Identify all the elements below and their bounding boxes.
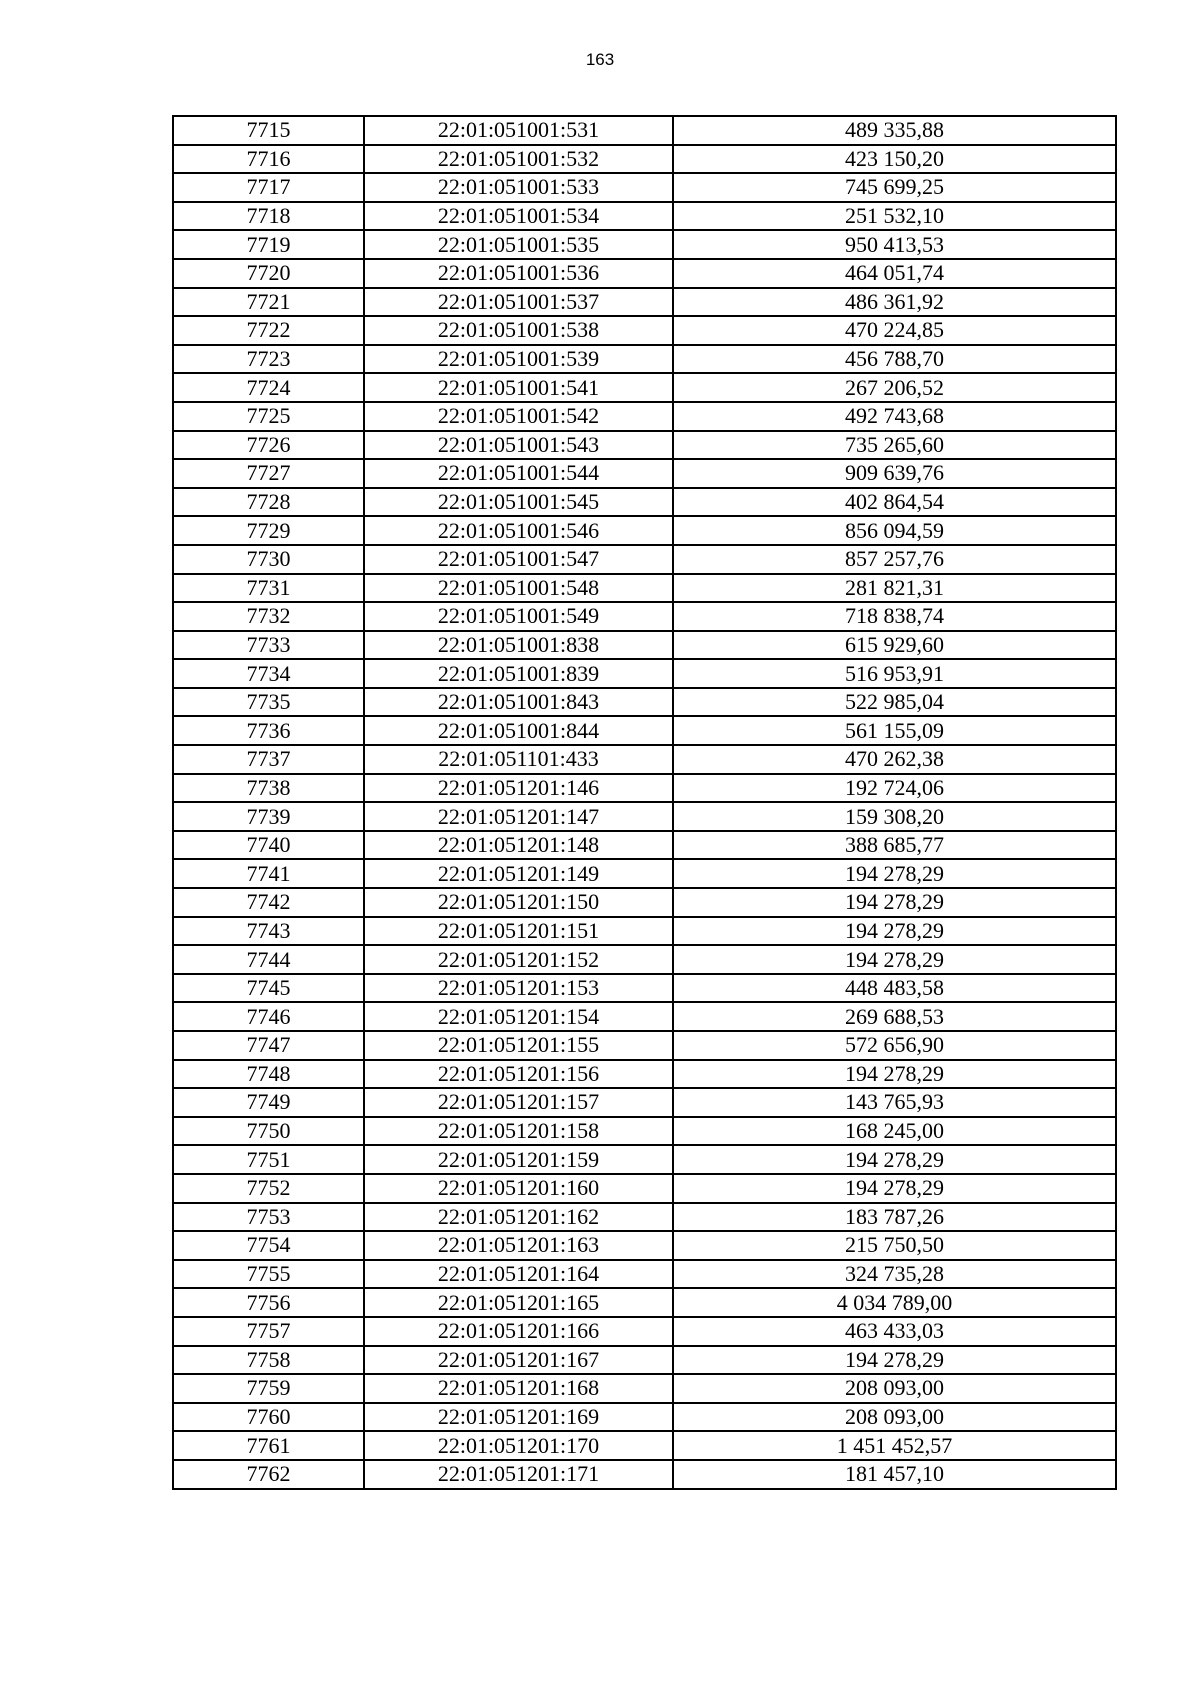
cadastral-number-cell: 22:01:051201:155	[364, 1031, 673, 1060]
cadastral-number-cell: 22:01:051201:163	[364, 1231, 673, 1260]
cadastral-number-cell: 22:01:051001:535	[364, 230, 673, 259]
row-number-cell: 7755	[173, 1260, 364, 1289]
cadastral-value-table	[172, 115, 1117, 1490]
row-number-cell: 7726	[173, 431, 364, 460]
cadastral-number-cell: 22:01:051001:539	[364, 345, 673, 374]
row-number-cell: 7743	[173, 917, 364, 946]
cadastral-value-cell: 909 639,76	[673, 459, 1116, 488]
cadastral-number-cell: 22:01:051201:156	[364, 1060, 673, 1089]
cadastral-number-cell: 22:01:051201:160	[364, 1174, 673, 1203]
cadastral-value-cell: 194 278,29	[673, 859, 1116, 888]
row-number-cell: 7720	[173, 259, 364, 288]
table-row	[173, 202, 1116, 231]
cadastral-number-cell: 22:01:051001:537	[364, 288, 673, 317]
row-number-cell: 7732	[173, 602, 364, 631]
row-number-cell: 7754	[173, 1231, 364, 1260]
table-row	[173, 373, 1116, 402]
row-number-cell: 7756	[173, 1288, 364, 1317]
cadastral-value-cell: 423 150,20	[673, 145, 1116, 174]
row-number-cell: 7757	[173, 1317, 364, 1346]
row-number-cell: 7740	[173, 831, 364, 860]
cadastral-number-cell: 22:01:051001:549	[364, 602, 673, 631]
table-row	[173, 917, 1116, 946]
table-row	[173, 974, 1116, 1003]
table-row	[173, 1317, 1116, 1346]
row-number-cell: 7719	[173, 230, 364, 259]
row-number-cell: 7741	[173, 859, 364, 888]
cadastral-number-cell: 22:01:051201:170	[364, 1431, 673, 1460]
table-row	[173, 802, 1116, 831]
cadastral-number-cell: 22:01:051001:547	[364, 545, 673, 574]
cadastral-number-cell: 22:01:051201:162	[364, 1203, 673, 1232]
cadastral-value-cell: 492 743,68	[673, 402, 1116, 431]
row-number-cell: 7750	[173, 1117, 364, 1146]
cadastral-value-cell: 856 094,59	[673, 516, 1116, 545]
cadastral-number-cell: 22:01:051201:171	[364, 1460, 673, 1489]
table-row	[173, 1145, 1116, 1174]
table-row	[173, 688, 1116, 717]
row-number-cell: 7718	[173, 202, 364, 231]
cadastral-value-cell: 269 688,53	[673, 1002, 1116, 1031]
row-number-cell: 7733	[173, 631, 364, 660]
cadastral-number-cell: 22:01:051001:543	[364, 431, 673, 460]
row-number-cell: 7717	[173, 173, 364, 202]
cadastral-number-cell: 22:01:051001:533	[364, 173, 673, 202]
cadastral-value-cell: 470 262,38	[673, 745, 1116, 774]
table-row	[173, 516, 1116, 545]
table-row	[173, 1431, 1116, 1460]
cadastral-number-cell: 22:01:051201:147	[364, 802, 673, 831]
cadastral-number-cell: 22:01:051001:839	[364, 659, 673, 688]
cadastral-value-cell: 194 278,29	[673, 945, 1116, 974]
cadastral-value-cell: 516 953,91	[673, 659, 1116, 688]
row-number-cell: 7758	[173, 1346, 364, 1375]
table-row	[173, 459, 1116, 488]
table-row	[173, 574, 1116, 603]
cadastral-number-cell: 22:01:051001:545	[364, 488, 673, 517]
row-number-cell: 7722	[173, 316, 364, 345]
table-row	[173, 1260, 1116, 1289]
row-number-cell: 7742	[173, 888, 364, 917]
cadastral-value-cell: 745 699,25	[673, 173, 1116, 202]
cadastral-value-cell: 463 433,03	[673, 1317, 1116, 1346]
cadastral-value-cell: 208 093,00	[673, 1403, 1116, 1432]
cadastral-value-cell: 208 093,00	[673, 1374, 1116, 1403]
cadastral-value-cell: 561 155,09	[673, 716, 1116, 745]
cadastral-value-cell: 572 656,90	[673, 1031, 1116, 1060]
cadastral-value-cell: 456 788,70	[673, 345, 1116, 374]
cadastral-number-cell: 22:01:051001:838	[364, 631, 673, 660]
cadastral-value-cell: 388 685,77	[673, 831, 1116, 860]
cadastral-number-cell: 22:01:051201:146	[364, 774, 673, 803]
row-number-cell: 7724	[173, 373, 364, 402]
row-number-cell: 7725	[173, 402, 364, 431]
cadastral-value-cell: 194 278,29	[673, 1174, 1116, 1203]
cadastral-value-cell: 522 985,04	[673, 688, 1116, 717]
row-number-cell: 7730	[173, 545, 364, 574]
table-row	[173, 1288, 1116, 1317]
row-number-cell: 7721	[173, 288, 364, 317]
row-number-cell: 7738	[173, 774, 364, 803]
cadastral-number-cell: 22:01:051001:536	[364, 259, 673, 288]
row-number-cell: 7729	[173, 516, 364, 545]
table-row	[173, 402, 1116, 431]
row-number-cell: 7748	[173, 1060, 364, 1089]
table-body	[173, 116, 1116, 1489]
cadastral-number-cell: 22:01:051201:153	[364, 974, 673, 1003]
cadastral-number-cell: 22:01:051101:433	[364, 745, 673, 774]
table-row	[173, 230, 1116, 259]
cadastral-number-cell: 22:01:051201:167	[364, 1346, 673, 1375]
row-number-cell: 7731	[173, 574, 364, 603]
cadastral-value-cell: 194 278,29	[673, 917, 1116, 946]
table-row	[173, 831, 1116, 860]
table-row	[173, 659, 1116, 688]
row-number-cell: 7746	[173, 1002, 364, 1031]
table-row	[173, 545, 1116, 574]
row-number-cell: 7761	[173, 1431, 364, 1460]
table-row	[173, 774, 1116, 803]
cadastral-value-cell: 159 308,20	[673, 802, 1116, 831]
cadastral-value-cell: 194 278,29	[673, 1346, 1116, 1375]
cadastral-value-cell: 4 034 789,00	[673, 1288, 1116, 1317]
cadastral-value-cell: 486 361,92	[673, 288, 1116, 317]
row-number-cell: 7737	[173, 745, 364, 774]
table-row	[173, 1031, 1116, 1060]
cadastral-number-cell: 22:01:051201:165	[364, 1288, 673, 1317]
cadastral-value-cell: 251 532,10	[673, 202, 1116, 231]
cadastral-value-cell: 192 724,06	[673, 774, 1116, 803]
table-row	[173, 1403, 1116, 1432]
cadastral-number-cell: 22:01:051201:152	[364, 945, 673, 974]
row-number-cell: 7736	[173, 716, 364, 745]
cadastral-number-cell: 22:01:051001:534	[364, 202, 673, 231]
cadastral-number-cell: 22:01:051201:150	[364, 888, 673, 917]
cadastral-number-cell: 22:01:051201:159	[364, 1145, 673, 1174]
page-number: 163	[585, 50, 615, 69]
row-number-cell: 7728	[173, 488, 364, 517]
cadastral-value-cell: 181 457,10	[673, 1460, 1116, 1489]
table-row	[173, 945, 1116, 974]
cadastral-number-cell: 22:01:051001:541	[364, 373, 673, 402]
table-row	[173, 1060, 1116, 1089]
table-row	[173, 1231, 1116, 1260]
table-row	[173, 859, 1116, 888]
table-row	[173, 345, 1116, 374]
cadastral-number-cell: 22:01:051001:844	[364, 716, 673, 745]
table-row	[173, 116, 1116, 145]
row-number-cell: 7760	[173, 1403, 364, 1432]
table-row	[173, 316, 1116, 345]
cadastral-number-cell: 22:01:051001:548	[364, 574, 673, 603]
cadastral-value-cell: 464 051,74	[673, 259, 1116, 288]
row-number-cell: 7762	[173, 1460, 364, 1489]
table-row	[173, 431, 1116, 460]
cadastral-value-cell: 448 483,58	[673, 974, 1116, 1003]
cadastral-value-cell: 143 765,93	[673, 1088, 1116, 1117]
table-row	[173, 488, 1116, 517]
table-row	[173, 1117, 1116, 1146]
table-row	[173, 1088, 1116, 1117]
table-row	[173, 602, 1116, 631]
cadastral-number-cell: 22:01:051201:164	[364, 1260, 673, 1289]
row-number-cell: 7753	[173, 1203, 364, 1232]
table-row	[173, 173, 1116, 202]
cadastral-value-cell: 615 929,60	[673, 631, 1116, 660]
cadastral-number-cell: 22:01:051201:157	[364, 1088, 673, 1117]
row-number-cell: 7715	[173, 116, 364, 145]
table-row	[173, 716, 1116, 745]
cadastral-number-cell: 22:01:051201:166	[364, 1317, 673, 1346]
table-row	[173, 1346, 1116, 1375]
row-number-cell: 7716	[173, 145, 364, 174]
cadastral-number-cell: 22:01:051201:158	[364, 1117, 673, 1146]
row-number-cell: 7734	[173, 659, 364, 688]
cadastral-value-cell: 857 257,76	[673, 545, 1116, 574]
cadastral-value-cell: 718 838,74	[673, 602, 1116, 631]
row-number-cell: 7745	[173, 974, 364, 1003]
table-row	[173, 631, 1116, 660]
table-row	[173, 745, 1116, 774]
table-row	[173, 1203, 1116, 1232]
cadastral-number-cell: 22:01:051201:168	[364, 1374, 673, 1403]
cadastral-value-cell: 470 224,85	[673, 316, 1116, 345]
row-number-cell: 7749	[173, 1088, 364, 1117]
cadastral-value-cell: 194 278,29	[673, 1145, 1116, 1174]
cadastral-number-cell: 22:01:051201:154	[364, 1002, 673, 1031]
cadastral-number-cell: 22:01:051001:546	[364, 516, 673, 545]
cadastral-value-cell: 194 278,29	[673, 888, 1116, 917]
table-row	[173, 288, 1116, 317]
cadastral-value-cell: 267 206,52	[673, 373, 1116, 402]
cadastral-value-cell: 402 864,54	[673, 488, 1116, 517]
row-number-cell: 7727	[173, 459, 364, 488]
cadastral-number-cell: 22:01:051001:544	[364, 459, 673, 488]
table-row	[173, 1002, 1116, 1031]
cadastral-value-cell: 1 451 452,57	[673, 1431, 1116, 1460]
cadastral-value-cell: 281 821,31	[673, 574, 1116, 603]
cadastral-number-cell: 22:01:051001:538	[364, 316, 673, 345]
table-row	[173, 888, 1116, 917]
cadastral-number-cell: 22:01:051001:542	[364, 402, 673, 431]
row-number-cell: 7735	[173, 688, 364, 717]
cadastral-value-cell: 735 265,60	[673, 431, 1116, 460]
row-number-cell: 7759	[173, 1374, 364, 1403]
cadastral-value-cell: 168 245,00	[673, 1117, 1116, 1146]
table-row	[173, 1374, 1116, 1403]
cadastral-number-cell: 22:01:051201:149	[364, 859, 673, 888]
row-number-cell: 7739	[173, 802, 364, 831]
cadastral-number-cell: 22:01:051201:148	[364, 831, 673, 860]
cadastral-number-cell: 22:01:051201:169	[364, 1403, 673, 1432]
cadastral-value-cell: 183 787,26	[673, 1203, 1116, 1232]
row-number-cell: 7744	[173, 945, 364, 974]
row-number-cell: 7751	[173, 1145, 364, 1174]
cadastral-number-cell: 22:01:051001:843	[364, 688, 673, 717]
cadastral-value-cell: 215 750,50	[673, 1231, 1116, 1260]
row-number-cell: 7752	[173, 1174, 364, 1203]
table-row	[173, 145, 1116, 174]
cadastral-value-cell: 489 335,88	[673, 116, 1116, 145]
cadastral-value-cell: 324 735,28	[673, 1260, 1116, 1289]
row-number-cell: 7747	[173, 1031, 364, 1060]
cadastral-number-cell: 22:01:051001:531	[364, 116, 673, 145]
cadastral-value-cell: 194 278,29	[673, 1060, 1116, 1089]
table-row	[173, 1460, 1116, 1489]
table-row	[173, 259, 1116, 288]
cadastral-number-cell: 22:01:051201:151	[364, 917, 673, 946]
cadastral-value-cell: 950 413,53	[673, 230, 1116, 259]
table-row	[173, 1174, 1116, 1203]
cadastral-number-cell: 22:01:051001:532	[364, 145, 673, 174]
row-number-cell: 7723	[173, 345, 364, 374]
